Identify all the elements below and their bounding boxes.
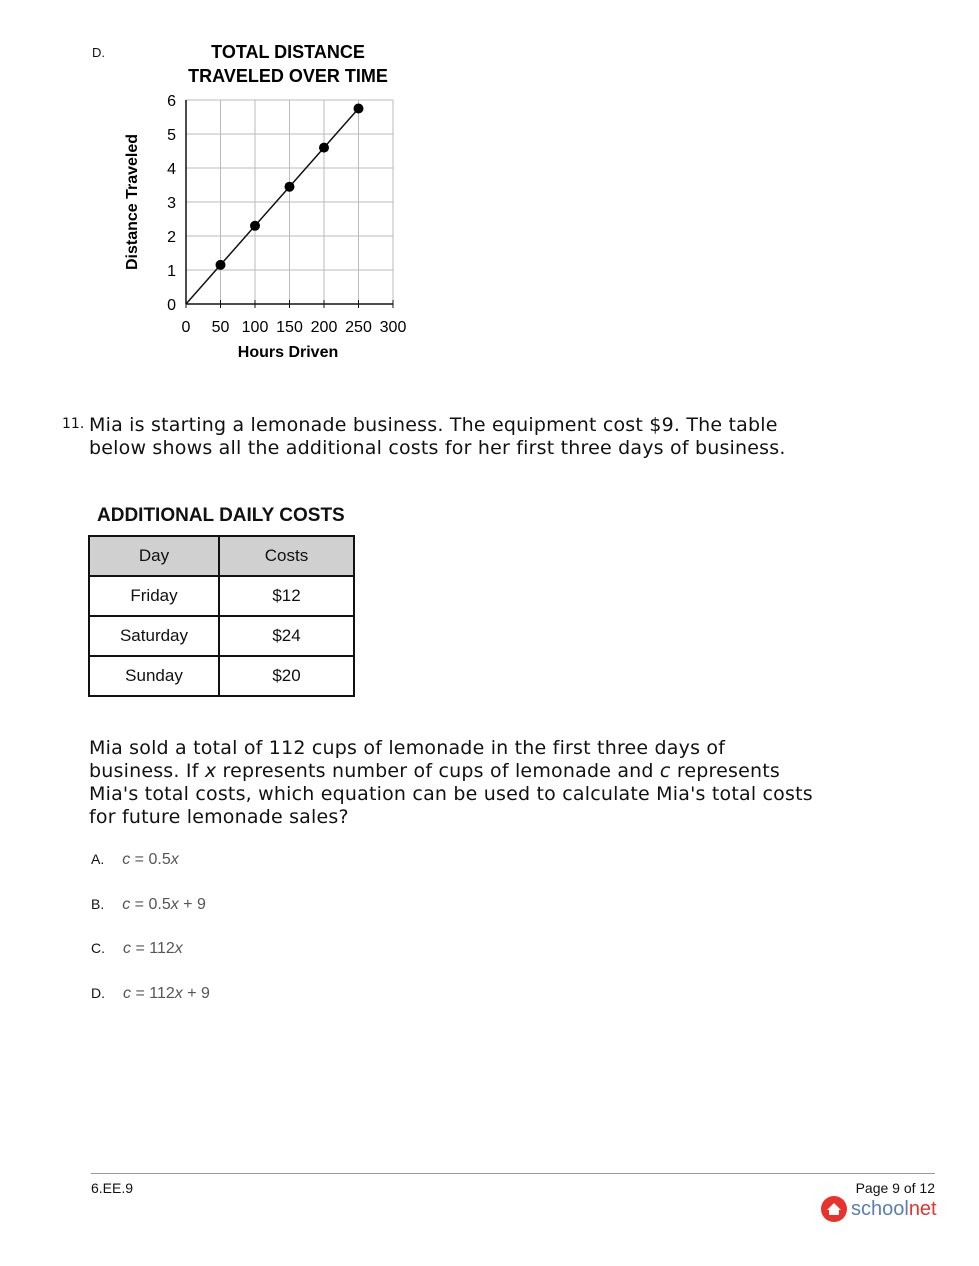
schoolnet-logo: school net	[820, 1195, 937, 1223]
x-tick-label: 300	[379, 319, 407, 336]
chart-title: TRAVELED OVER TIME	[188, 66, 388, 86]
y-tick-label: 3	[167, 195, 176, 212]
cell-day: Saturday	[89, 616, 219, 656]
answer-option[interactable]	[91, 851, 179, 869]
footer-divider	[91, 1173, 935, 1174]
cell-cost: $20	[219, 656, 354, 696]
answer-option[interactable]	[91, 896, 206, 914]
option-letter: D.	[91, 984, 105, 1001]
option-letter: A.	[91, 851, 105, 867]
option-letter: C.	[91, 940, 105, 956]
data-point	[354, 104, 364, 114]
x-tick-label: 50	[211, 319, 230, 336]
costs-table	[88, 535, 355, 697]
question-prompt: Mia sold a total of 112 cups of lemonade in the first three days of business. If x represents number of cups of lemonade and c represents Mia's total costs, which equation can be used to calculate Mia's total costs for future lemonade sales?	[89, 737, 813, 828]
data-point	[216, 260, 226, 270]
x-tick-label: 200	[310, 319, 338, 336]
series-line	[186, 109, 359, 305]
table-row	[89, 656, 354, 696]
previous-option-letter: D.	[92, 45, 105, 60]
option-equation: c = 112x	[123, 940, 183, 957]
x-axis-label: Hours Driven	[237, 344, 339, 361]
y-tick-label: 5	[167, 127, 176, 144]
option-equation: c = 0.5x	[122, 851, 179, 868]
cell-day: Friday	[89, 576, 219, 616]
page-number: Page 9 of 12	[855, 1180, 935, 1196]
x-tick-label: 100	[241, 319, 269, 336]
header-day: Day	[89, 536, 219, 576]
y-tick-label: 2	[167, 229, 176, 246]
answer-option[interactable]	[91, 985, 210, 1003]
table-row	[89, 616, 354, 656]
answer-option[interactable]	[91, 940, 183, 958]
cell-cost: $12	[219, 576, 354, 616]
question-number: 11.	[62, 416, 85, 432]
x-tick-label: 150	[276, 319, 303, 336]
data-point	[250, 221, 260, 231]
y-tick-label: 6	[167, 93, 176, 110]
standard-code: 6.EE.9	[91, 1180, 134, 1196]
y-tick-label: 1	[167, 263, 176, 280]
data-point	[285, 182, 295, 192]
option-letter: B.	[91, 895, 105, 912]
y-tick-label: 0	[167, 297, 176, 314]
option-equation: c = 112x + 9	[123, 984, 210, 1002]
y-axis-label: Distance Traveled	[124, 133, 141, 271]
y-tick-label: 4	[167, 161, 176, 178]
table-row	[89, 576, 354, 616]
option-equation: c = 0.5x + 9	[122, 895, 206, 913]
distance-chart	[100, 30, 430, 370]
cell-cost: $24	[219, 616, 354, 656]
cell-day: Sunday	[89, 656, 219, 696]
house-icon	[820, 1195, 848, 1223]
x-tick-label: 0	[181, 319, 191, 336]
table-title: ADDITIONAL DAILY COSTS	[97, 505, 345, 526]
chart-title: TOTAL DISTANCE	[211, 42, 365, 62]
data-point	[319, 143, 329, 153]
x-tick-label: 250	[345, 319, 372, 336]
header-costs: Costs	[219, 536, 354, 576]
question-text: Mia is starting a lemonade business. The equipment cost $9. The table below shows all the additional costs for her first three days of business.	[89, 414, 786, 459]
